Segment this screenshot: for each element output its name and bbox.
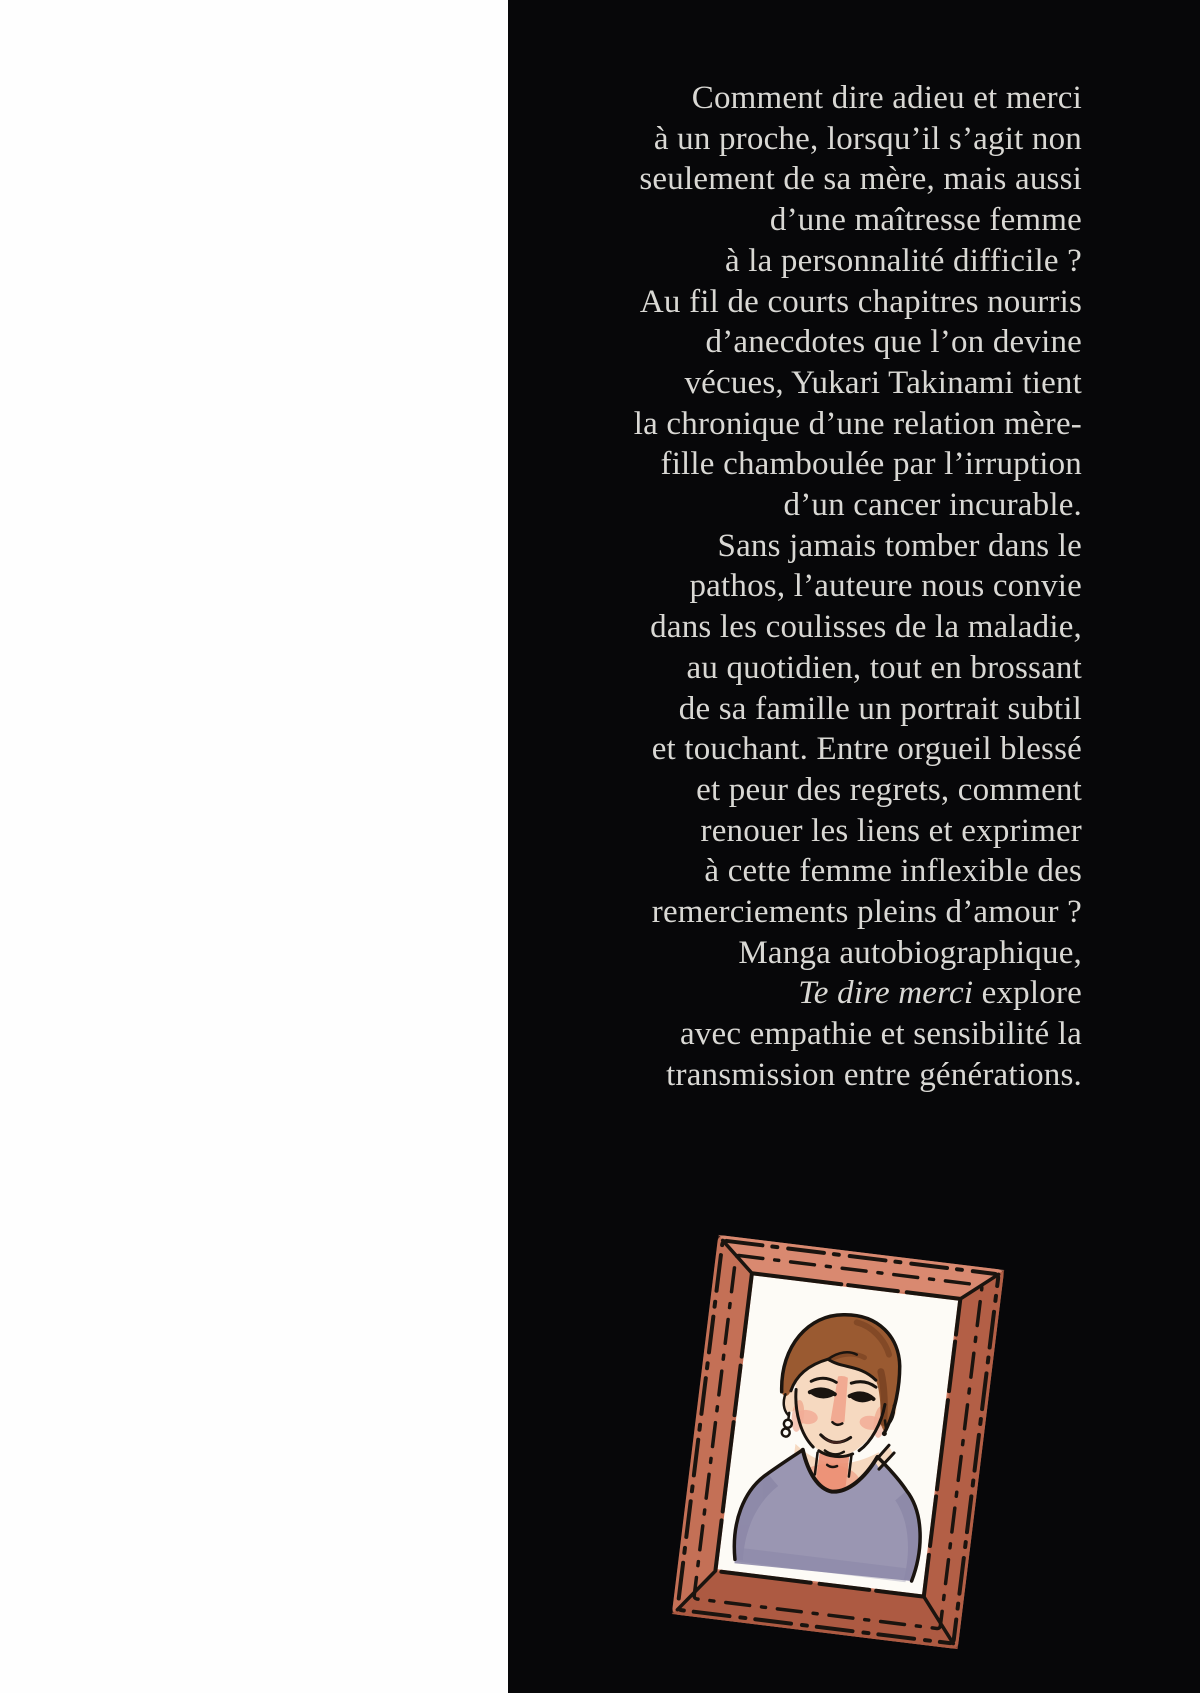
framed-portrait xyxy=(670,1233,1007,1652)
blurb-line: et peur des regrets, comment xyxy=(696,771,1082,808)
blurb-line: Te dire merci explore xyxy=(798,975,1082,1012)
blurb-line: à un proche, lorsqu’il s’agit non xyxy=(653,120,1082,157)
portrait-illustration xyxy=(670,1233,1007,1652)
blurb-line: fille chamboulée par l’irruption xyxy=(660,446,1082,483)
blurb-line: d’un cancer incurable. xyxy=(783,487,1082,524)
left-margin xyxy=(0,0,508,1693)
blurb-line: au quotidien, tout en brossant xyxy=(686,649,1082,686)
back-cover-panel xyxy=(508,0,1200,1693)
blurb-line: transmission entre générations. xyxy=(666,1056,1082,1093)
blurb-line: de sa famille un portrait subtil xyxy=(678,690,1082,727)
blurb-line: renouer les liens et exprimer xyxy=(700,812,1082,849)
blurb-line: à la personnalité difficile ? xyxy=(724,242,1082,279)
blurb-line: vécues, Yukari Takinami tient xyxy=(684,364,1082,401)
blurb-text xyxy=(538,78,1082,1096)
blurb-line: Manga autobiographique, xyxy=(738,934,1082,971)
blurb-line: seulement de sa mère, mais aussi xyxy=(639,161,1082,198)
blurb-line: pathos, l’auteure nous convie xyxy=(689,568,1082,605)
blurb-line: remerciements pleins d’amour ? xyxy=(651,894,1082,931)
blurb-line: d’anecdotes que l’on devine xyxy=(705,324,1082,361)
blurb-line: et touchant. Entre orgueil blessé xyxy=(651,731,1082,768)
blurb-line: avec empathie et sensibilité la xyxy=(679,1016,1082,1053)
blurb-line: Au fil de courts chapitres nourris xyxy=(639,283,1082,320)
blurb-line: dans les coulisses de la maladie, xyxy=(650,609,1082,646)
blurb-line: d’une maîtresse femme xyxy=(769,202,1082,239)
blurb-line: Sans jamais tomber dans le xyxy=(717,527,1082,564)
blurb-line: la chronique d’une relation mère- xyxy=(633,405,1082,442)
blurb-line: à cette femme inflexible des xyxy=(704,853,1082,890)
blurb-line: Comment dire adieu et merci xyxy=(691,80,1082,116)
